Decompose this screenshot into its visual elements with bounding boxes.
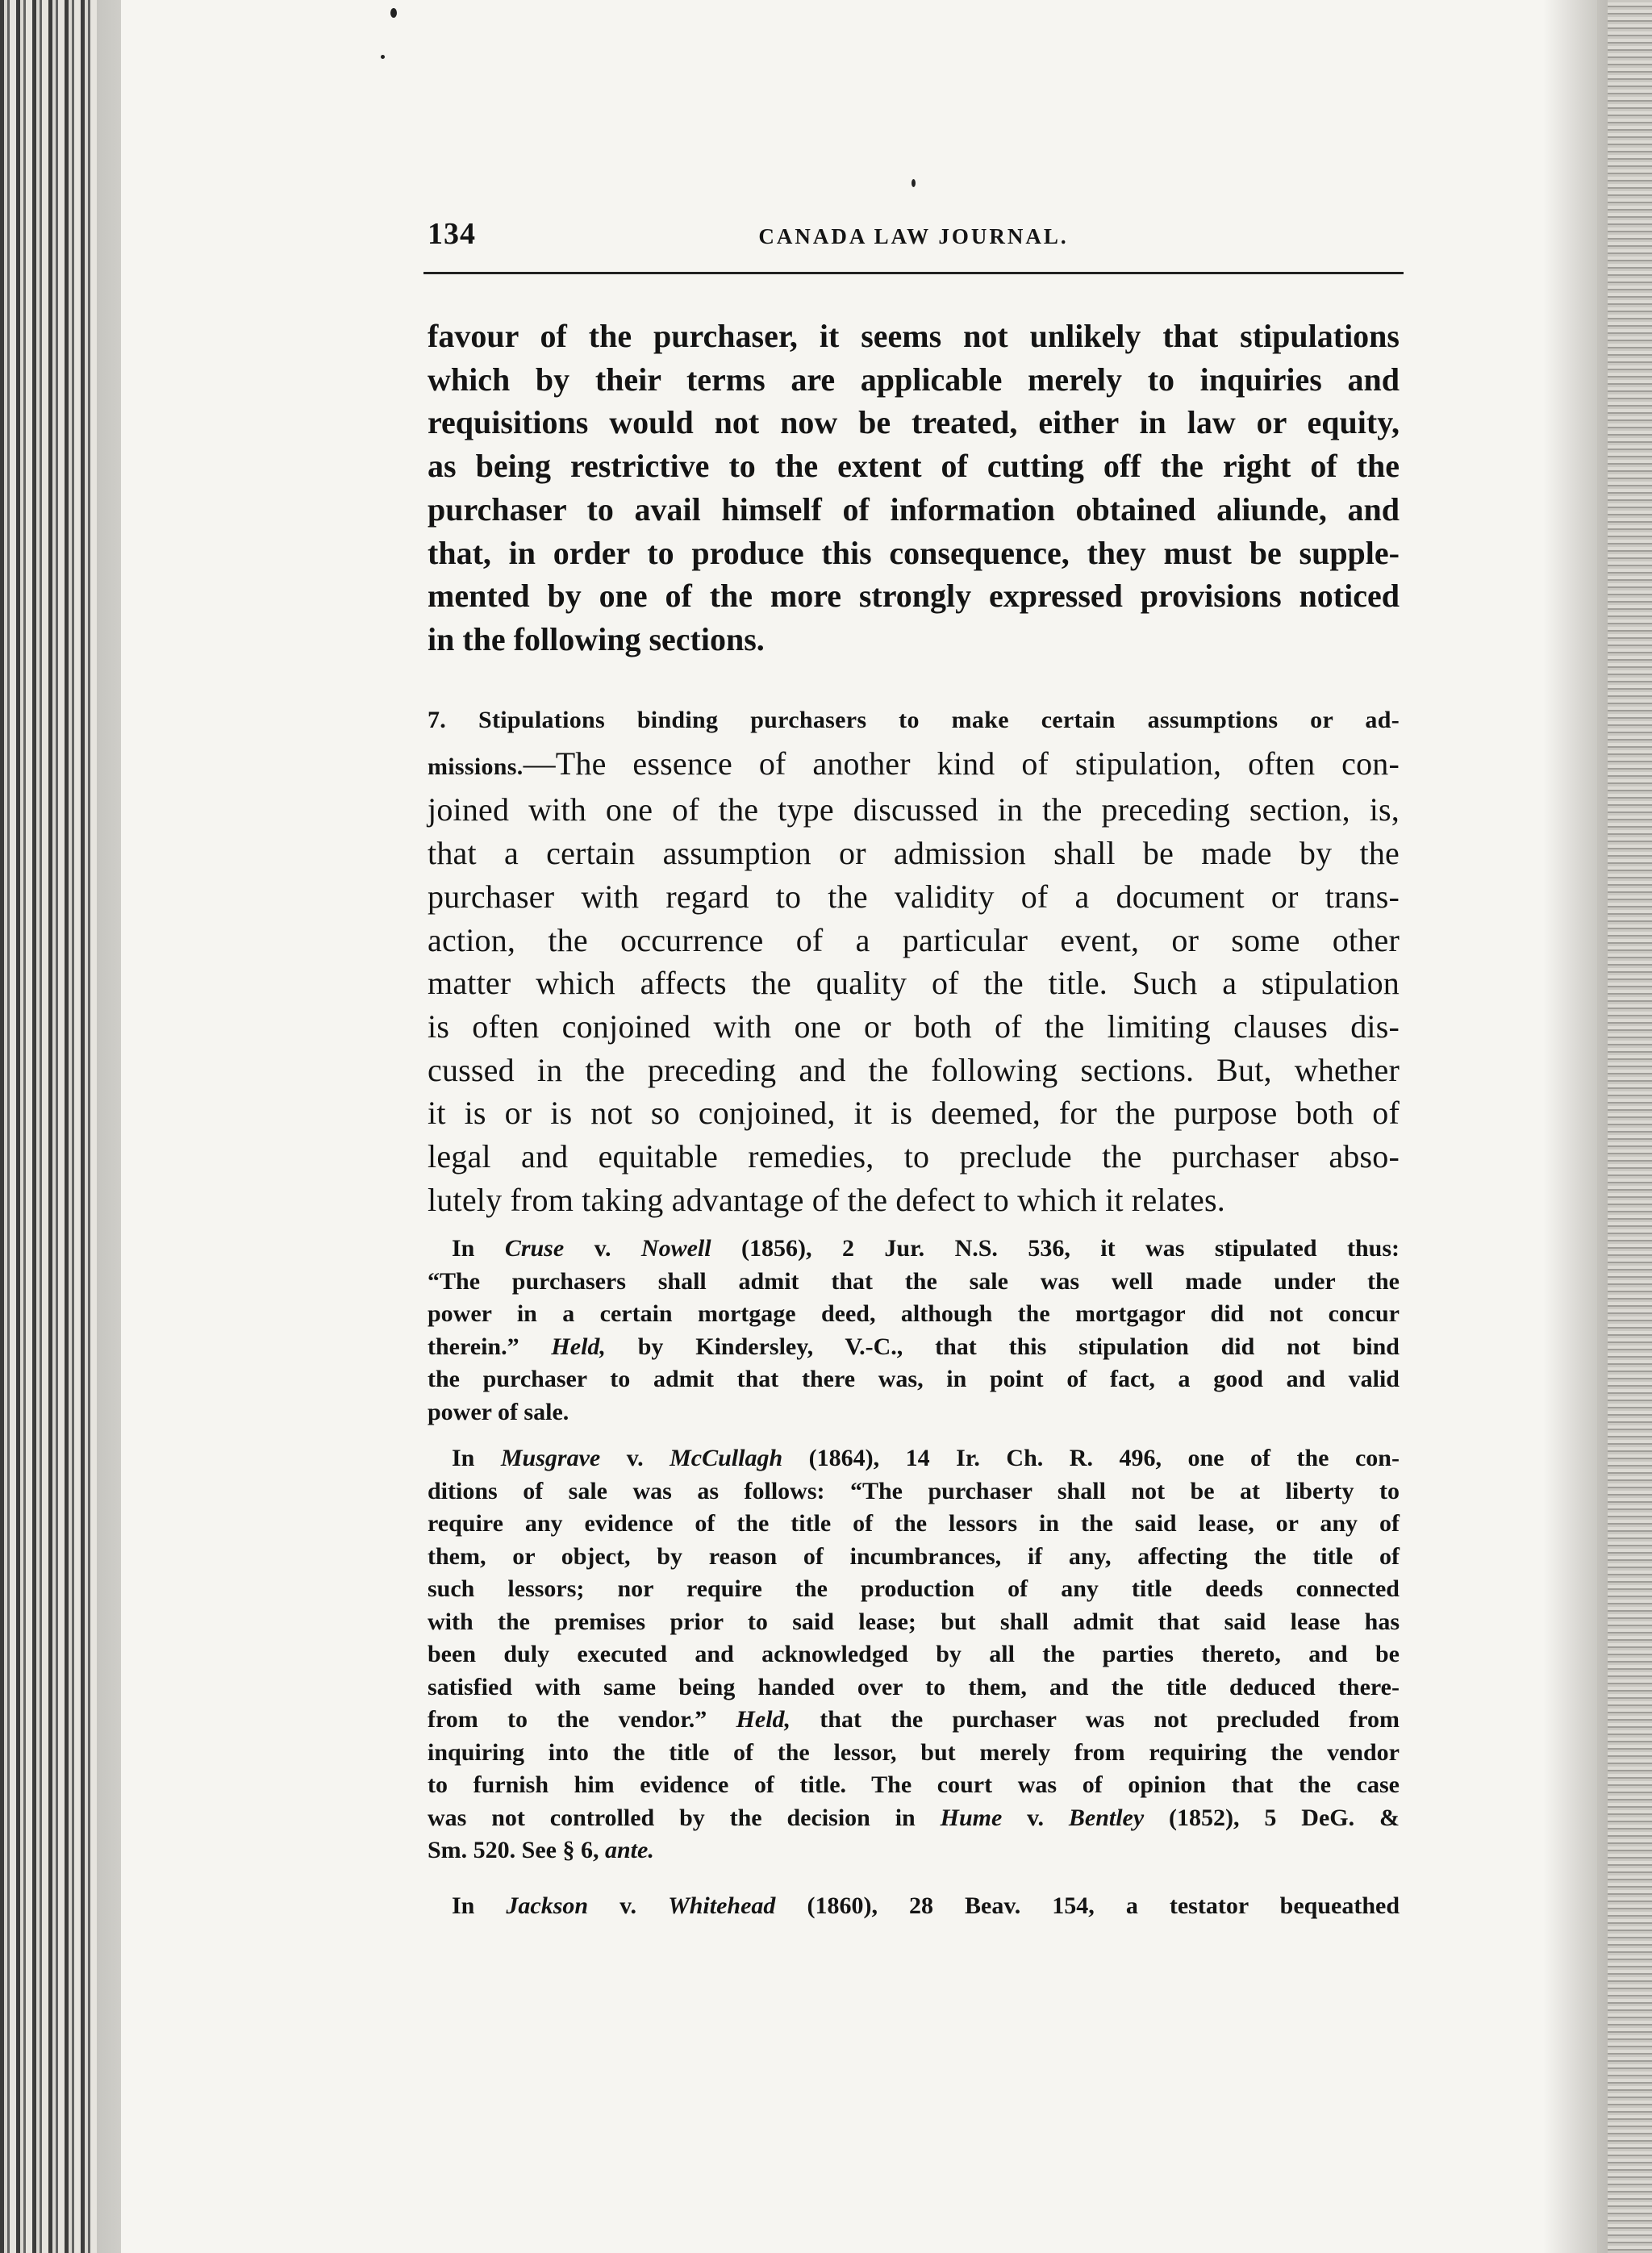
note-text: Sm. 520. See § 6,	[428, 1837, 605, 1863]
text-line: it is or is not so conjoined, it is deemed, for the purpose both of	[428, 1095, 1400, 1132]
note-text: v.	[1002, 1804, 1069, 1831]
section-heading-end: missions.	[428, 753, 524, 780]
case-name: McCullagh	[670, 1445, 783, 1471]
text-line: that a certain assumption or admission shall be made by the	[428, 835, 1400, 872]
scan-right-shadow	[1543, 0, 1608, 2253]
case-name: Hume	[940, 1804, 1003, 1831]
text-line: legal and equitable remedies, to preclude the purchaser abso-	[428, 1138, 1400, 1175]
text-line: in the following sections.	[428, 620, 765, 657]
note-line	[428, 1890, 1400, 1923]
text-line: cussed in the preceding and the following sections. But, whether	[428, 1051, 1400, 1088]
note-text: from to the vendor.”	[428, 1706, 736, 1733]
case-name: Nowell	[640, 1235, 711, 1262]
case-note-cruse	[428, 1233, 1400, 1429]
text-line: as being restrictive to the extent of cutting off the right of the	[428, 448, 1400, 485]
note-line: power of sale.	[428, 1398, 569, 1425]
note-text: In	[452, 1235, 505, 1262]
note-line: require any evidence of the title of the lessors in the said lease, or any of	[428, 1510, 1400, 1537]
note-line: them, or object, by reason of incumbrances, if any, affecting the title of	[428, 1542, 1400, 1570]
note-text: by Kindersley, V.-C., that this stipulation did not bind	[605, 1333, 1400, 1360]
note-text: v.	[564, 1235, 641, 1262]
speck	[390, 8, 397, 18]
note-line: such lessors; nor require the production of any title deeds connected	[428, 1575, 1400, 1602]
text-line: lutely from taking advantage of the defect to which it relates.	[428, 1181, 1225, 1218]
case-name: Jackson	[506, 1892, 589, 1919]
running-head-title: CANADA LAW JOURNAL.	[758, 224, 1069, 248]
note-line: “The purchasers shall admit that the sale was well made under the	[428, 1267, 1400, 1295]
speck	[381, 55, 385, 59]
ante-ref: ante.	[605, 1837, 654, 1863]
page-number: 134	[428, 217, 476, 251]
held-label: Held,	[736, 1706, 791, 1733]
case-note-jackson	[428, 1890, 1400, 1923]
note-line	[428, 1442, 1400, 1475]
text-line: action, the occurrence of a particular event, or some other	[428, 921, 1400, 958]
note-line: satisfied with same being handed over to them, and the title deduced there-	[428, 1673, 1400, 1700]
speck	[912, 179, 916, 187]
note-line: to furnish him evidence of title. The court was of opinion that the case	[428, 1771, 1400, 1798]
note-line	[428, 1331, 1400, 1364]
note-line: power in a certain mortgage deed, although the mortgagor did not concur	[428, 1300, 1400, 1327]
note-text: In	[452, 1445, 501, 1471]
note-text: was not controlled by the decision in	[428, 1804, 941, 1831]
note-line	[428, 1704, 1400, 1737]
note-text: v.	[588, 1892, 669, 1919]
text-line: that, in order to produce this consequence, they must be supple-	[428, 534, 1400, 571]
text-line: requisitions would not now be treated, either in law or equity,	[428, 404, 1400, 441]
section-heading-line	[428, 695, 1400, 742]
note-line	[428, 1834, 1400, 1867]
text-line: mented by one of the more strongly expressed provisions noticed	[428, 578, 1400, 615]
section-heading: 7. Stipulations binding purchasers to make certain assumptions or ad-	[428, 707, 1400, 733]
case-name: Cruse	[504, 1235, 565, 1262]
note-line: inquiring into the title of the lessor, but merely from requiring the vendor	[428, 1738, 1400, 1766]
note-line: been duly executed and acknowledged by all the parties thereto, and be	[428, 1641, 1400, 1667]
paragraph-continued	[428, 315, 1400, 661]
scan-left-edge	[0, 0, 97, 2253]
text-line: purchaser with regard to the validity of a document or trans-	[428, 878, 1400, 915]
running-header	[428, 216, 1400, 265]
case-note-musgrave	[428, 1442, 1400, 1867]
note-line: ditions of sale was as follows: “The purchaser shall not be at liberty to	[428, 1477, 1400, 1504]
note-text: In	[452, 1892, 507, 1919]
case-name: Whitehead	[668, 1892, 776, 1919]
note-text: therein.”	[428, 1333, 552, 1360]
note-text: v.	[600, 1445, 670, 1471]
note-text: (1860), 28 Beav. 154, a testator bequeathed	[775, 1892, 1400, 1919]
note-text: (1864), 14 Ir. Ch. R. 496, one of the con-	[782, 1445, 1400, 1471]
text-line: favour of the purchaser, it seems not unlikely that stipulations	[428, 318, 1400, 354]
case-name: Musgrave	[500, 1445, 601, 1471]
held-label: Held,	[551, 1333, 606, 1360]
text-line: joined with one of the type discussed in the preceding section, is,	[428, 791, 1400, 828]
note-text: that the purchaser was not precluded from	[791, 1706, 1400, 1733]
note-line: the purchaser to admit that there was, in point of fact, a good and valid	[428, 1366, 1400, 1392]
text-line	[428, 742, 1400, 789]
text-line: matter which affects the quality of the title. Such a stipulation	[428, 965, 1400, 1002]
header-rule	[423, 272, 1404, 274]
note-line: with the premises prior to said lease; but shall admit that said lease has	[428, 1608, 1400, 1635]
text-line: purchaser to avail himself of information obtained aliunde, and	[428, 490, 1400, 528]
section-text: —The essence of another kind of stipulation, often con-	[523, 745, 1400, 782]
note-line	[428, 1802, 1400, 1835]
case-name: Bentley	[1068, 1804, 1145, 1831]
scan-right-edge	[1608, 0, 1652, 2253]
section-7-paragraph	[428, 695, 1400, 1221]
note-line	[428, 1233, 1400, 1266]
note-text: (1852), 5 DeG. &	[1144, 1804, 1400, 1831]
text-line: which by their terms are applicable merely to inquiries and	[428, 361, 1400, 398]
note-text: (1856), 2 Jur. N.S. 536, it was stipulated thus:	[711, 1235, 1400, 1262]
text-line: is often conjoined with one or both of the limiting clauses dis-	[428, 1008, 1400, 1045]
